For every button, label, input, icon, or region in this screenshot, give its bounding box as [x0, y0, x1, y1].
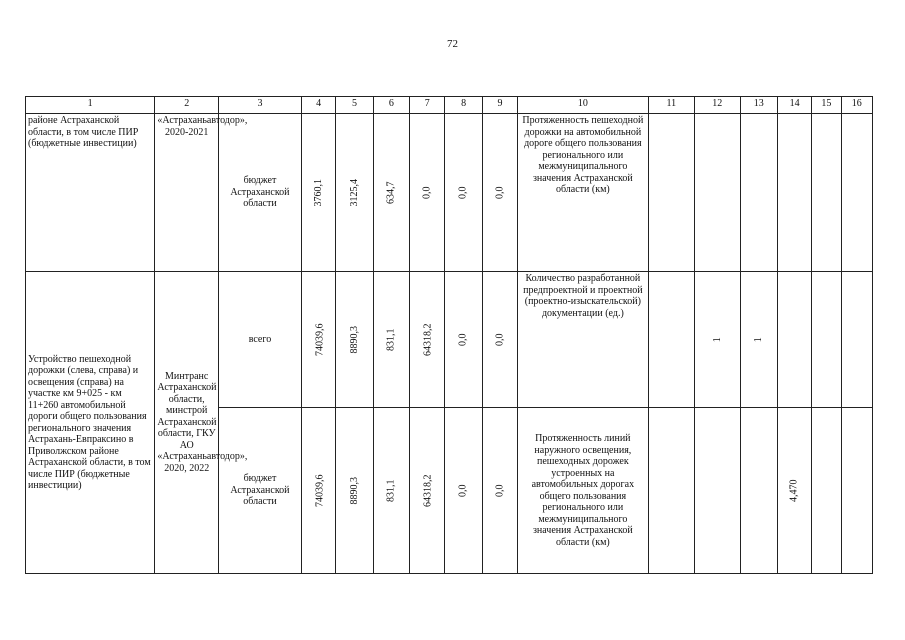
header-cell: 16 — [841, 97, 872, 114]
amount-cell — [482, 114, 517, 272]
amount-value: 8890,3 — [348, 325, 360, 354]
header-cell: 9 — [482, 97, 517, 114]
header-cell: 10 — [518, 97, 648, 114]
amount-cell — [445, 272, 482, 408]
amount-value: 634,7 — [385, 181, 397, 204]
empty-cell — [841, 114, 872, 272]
empty-cell — [812, 408, 841, 574]
amount-value: 831,1 — [385, 328, 397, 351]
table-row — [26, 114, 873, 272]
empty-cell — [648, 272, 694, 408]
funding-source-cell: всего — [219, 272, 302, 408]
amount-total-cell — [301, 272, 335, 408]
amount-cell — [445, 408, 482, 574]
header-cell: 3 — [219, 97, 302, 114]
amount-cell — [410, 272, 445, 408]
amount-value: 0,0 — [421, 186, 433, 199]
amount-cell — [336, 408, 373, 574]
empty-cell — [740, 114, 777, 272]
empty-cell — [695, 408, 740, 574]
empty-cell — [841, 272, 872, 408]
project-name-cell: районе Астраханской области, в том числе ПИР (бюджетные инвестиции) — [26, 114, 155, 272]
amount-cell — [373, 272, 409, 408]
amount-value: 74039,6 — [314, 323, 326, 356]
amount-cell — [482, 408, 517, 574]
empty-cell — [777, 114, 811, 272]
header-cell: 5 — [336, 97, 373, 114]
funding-source-cell: бюджет Астраханской области — [219, 114, 302, 272]
amount-value: 0,0 — [494, 186, 506, 199]
amount-value: 831,1 — [385, 479, 397, 502]
amount-cell — [336, 272, 373, 408]
amount-value: 8890,3 — [348, 476, 360, 505]
amount-value: 74039,6 — [314, 474, 326, 507]
header-cell: 4 — [301, 97, 335, 114]
empty-cell — [648, 408, 694, 574]
target-value: 4,470 — [788, 479, 800, 502]
header-cell: 7 — [410, 97, 445, 114]
amount-value: 64318,2 — [422, 474, 434, 507]
table-row — [26, 272, 873, 408]
empty-cell — [812, 272, 841, 408]
page-number: 72 — [447, 38, 458, 50]
amount-total-cell — [301, 408, 335, 574]
header-cell: 14 — [777, 97, 811, 114]
header-cell: 11 — [648, 97, 694, 114]
amount-value: 3760,1 — [312, 178, 324, 207]
amount-cell — [482, 272, 517, 408]
empty-cell — [695, 114, 740, 272]
header-cell: 12 — [695, 97, 740, 114]
empty-cell — [648, 114, 694, 272]
target-value-cell — [695, 272, 740, 408]
empty-cell — [812, 114, 841, 272]
amount-value: 0,0 — [457, 186, 469, 199]
indicator-cell: Протяженность пешеходной дорожки на автомобильной дороге общего пользования регионального или межмуниципального значения Астраханской области (км) — [518, 114, 648, 272]
header-cell: 2 — [155, 97, 219, 114]
amount-cell — [373, 114, 409, 272]
header-cell: 15 — [812, 97, 841, 114]
data-table — [25, 96, 873, 574]
empty-cell — [777, 272, 811, 408]
indicator-cell: Количество разработанной предпроектной и проектной (проектно-изыскательской) документации (ед.) — [518, 272, 648, 408]
target-value: 1 — [711, 337, 723, 342]
indicator-cell: Протяженность линий наружного освещения, пешеходных дорожек устроенных на автомобильных дорогах общего пользования регионального или межмуниципального значения Астраханской области (км) — [518, 408, 648, 574]
empty-cell — [841, 408, 872, 574]
funding-source-cell: бюджет Астраханской области — [219, 408, 302, 574]
amount-value: 0,0 — [494, 484, 506, 497]
target-value-cell — [777, 408, 811, 574]
amount-value: 3125,4 — [348, 178, 360, 207]
amount-value: 0,0 — [457, 333, 469, 346]
executor-cell: Минтранс Астраханской области, минстрой Астраханской области, ГКУ АО «Астраханьавтодор», 2020, 2022 — [155, 272, 219, 574]
header-row — [26, 97, 873, 114]
header-cell: 13 — [740, 97, 777, 114]
amount-value: 64318,2 — [422, 323, 434, 356]
executor-cell: «Астраханьавтодор», 2020-2021 — [155, 114, 219, 272]
amount-value: 0,0 — [494, 333, 506, 346]
project-name-cell: Устройство пешеходной дорожки (слева, справа) и освещения (справа) на участке км 9+025 - км 11+260 автомобильной дороги общего пользования регионального значения Астрахань-Евпраксино в Приволжском районе Астраханской области, в том числе ПИР (бюджетные инвестиции) — [26, 272, 155, 574]
header-cell: 6 — [373, 97, 409, 114]
header-cell: 8 — [445, 97, 482, 114]
empty-cell — [740, 408, 777, 574]
amount-total-cell — [301, 114, 335, 272]
amount-cell — [336, 114, 373, 272]
amount-cell — [410, 114, 445, 272]
amount-value: 0,0 — [457, 484, 469, 497]
amount-cell — [373, 408, 409, 574]
target-value: 1 — [752, 337, 764, 342]
amount-cell — [410, 408, 445, 574]
amount-cell — [445, 114, 482, 272]
target-value-cell — [740, 272, 777, 408]
header-cell: 1 — [26, 97, 155, 114]
